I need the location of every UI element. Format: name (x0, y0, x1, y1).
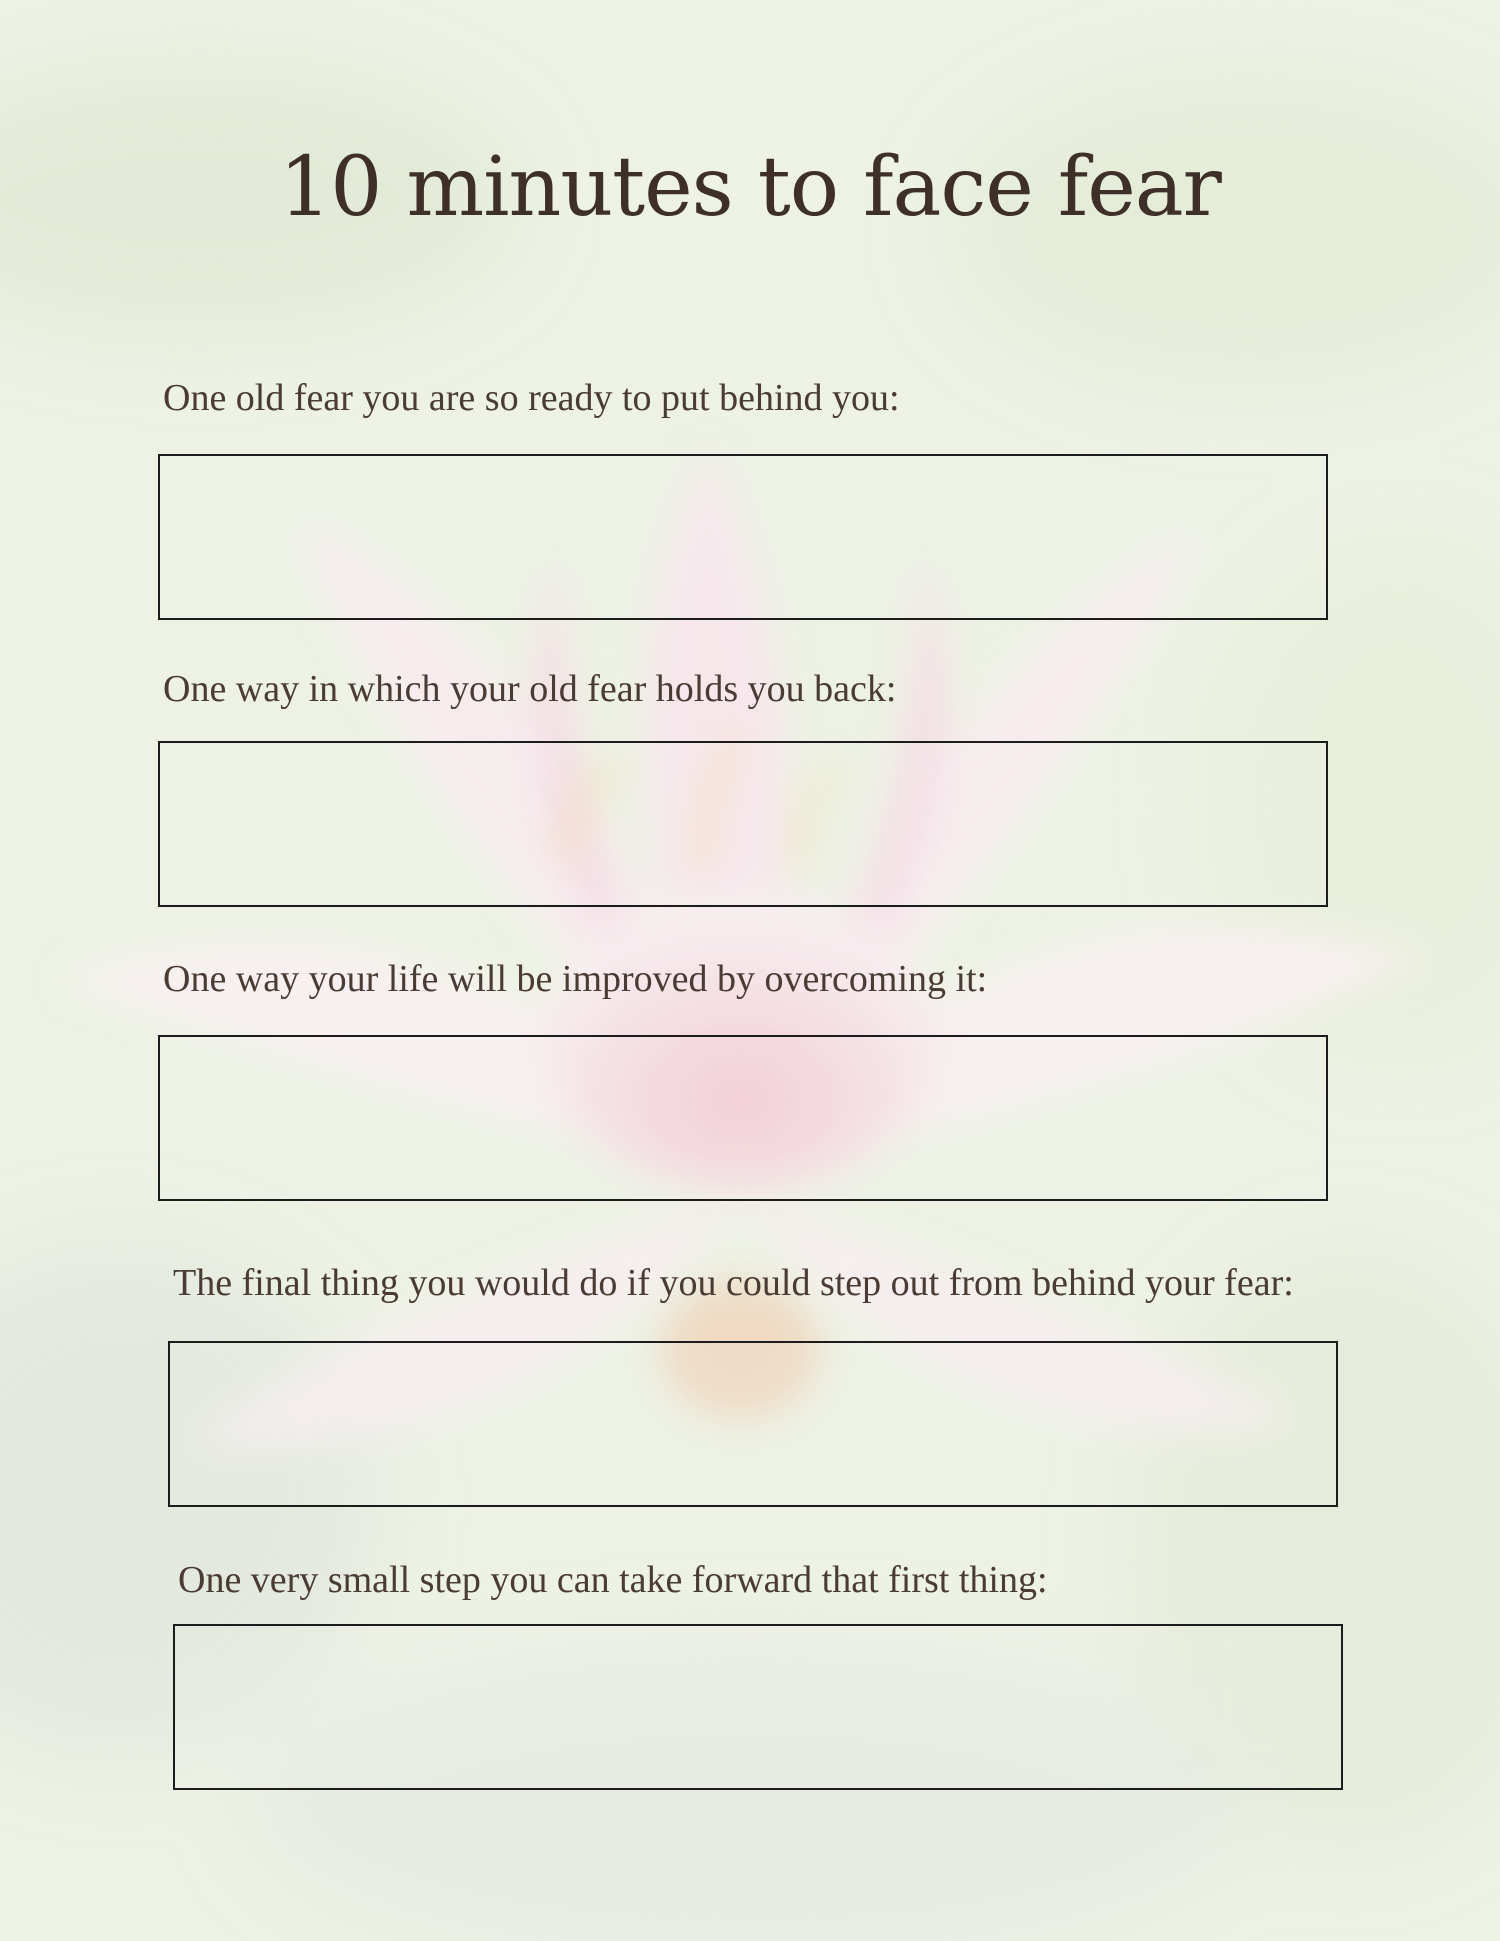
prompt-small-step: One very small step you can take forward that first thing: (178, 1559, 1048, 1601)
answer-box-holds-back[interactable] (158, 741, 1328, 907)
answer-box-old-fear[interactable] (158, 454, 1328, 620)
page-title: 10 minutes to face fear (279, 140, 1221, 235)
prompt-holds-back: One way in which your old fear holds you back: (163, 668, 897, 710)
prompt-life-improved: One way your life will be improved by overcoming it: (163, 958, 988, 1000)
answer-box-life-improved[interactable] (158, 1035, 1328, 1201)
prompt-old-fear: One old fear you are so ready to put behind you: (163, 377, 900, 419)
answer-box-small-step[interactable] (173, 1624, 1343, 1790)
prompt-final-thing: The final thing you would do if you could step out from behind your fear: (173, 1262, 1294, 1304)
answer-box-final-thing[interactable] (168, 1341, 1338, 1507)
